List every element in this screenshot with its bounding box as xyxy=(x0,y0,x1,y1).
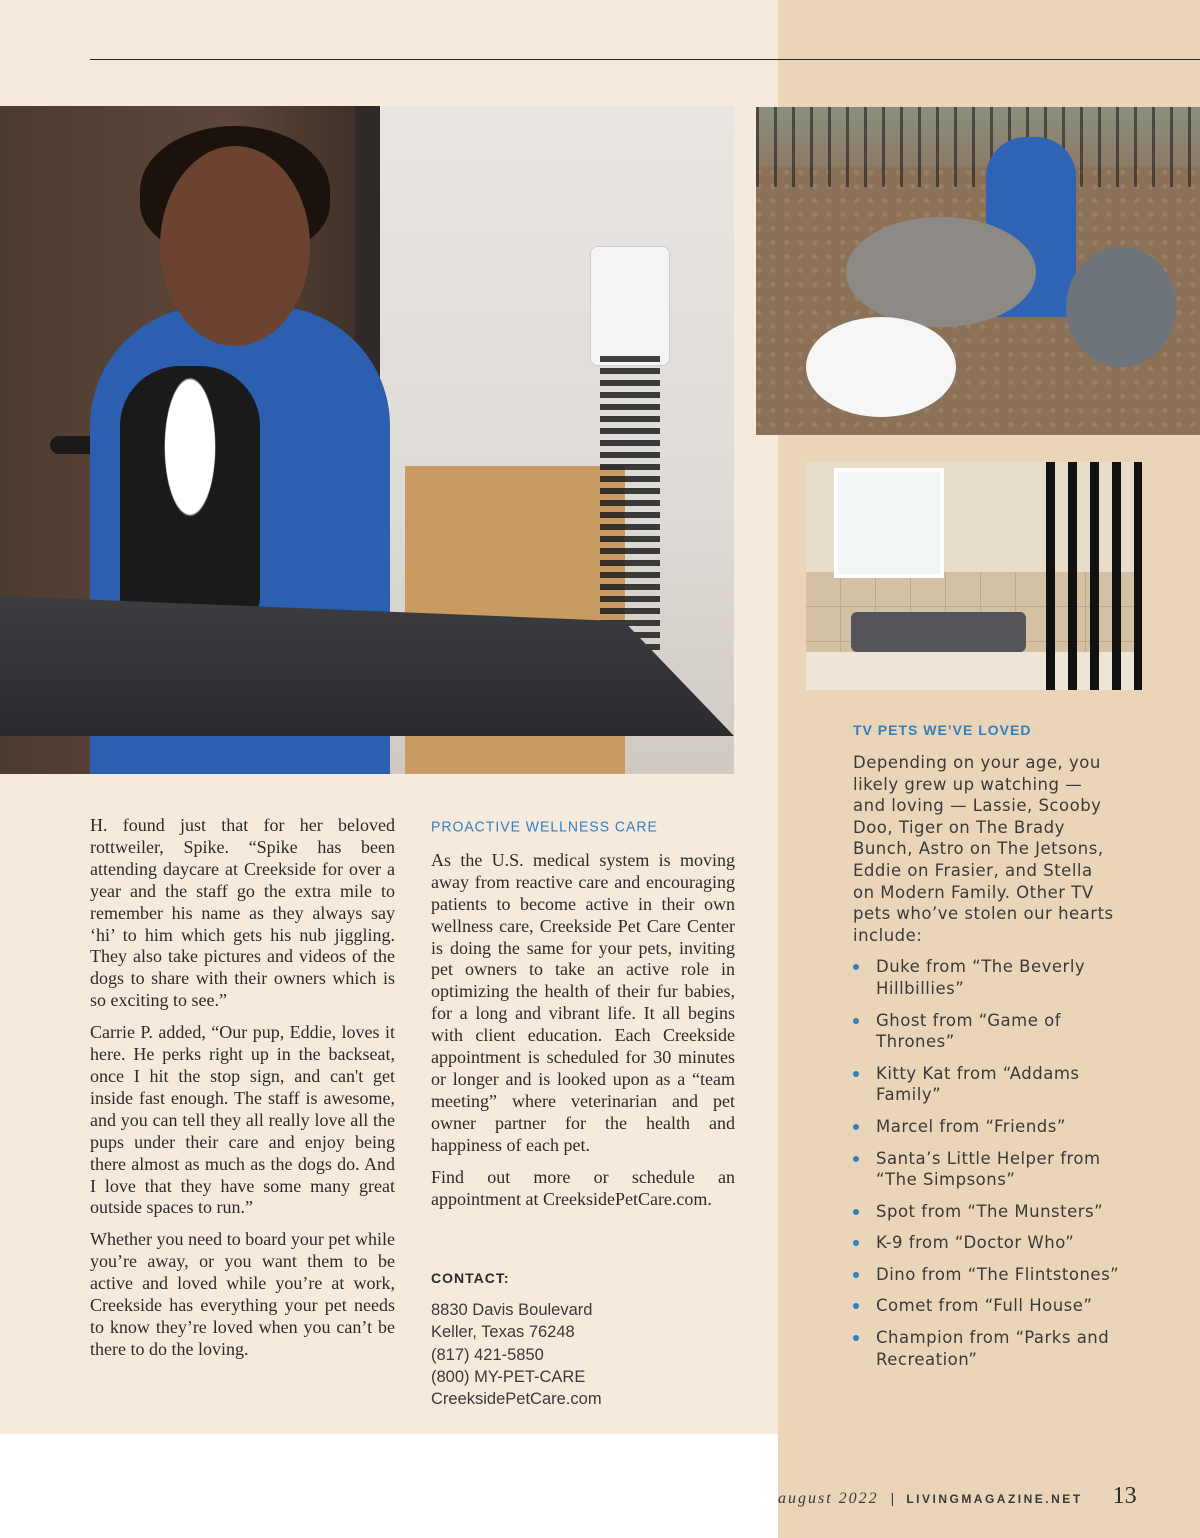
sidebar-intro: Depending on your age, you likely grew up watching — and loving — Lassie, Scooby Doo, Tiger on The Brady Bunch, Astro on The Jetsons, Eddie on Frasier, and Stella on Modern Family. Other TV pets who’ve stolen our hearts include: xyxy=(853,753,1114,945)
bullet-icon xyxy=(853,964,859,970)
list-item: K-9 from “Doctor Who” xyxy=(853,1232,1133,1254)
bullet-icon xyxy=(853,1156,859,1162)
sidebar-heading: TV PETS WE’VE LOVED xyxy=(853,722,1032,738)
contact-block xyxy=(431,1299,602,1410)
footer-separator: | xyxy=(890,1490,895,1506)
body-paragraph: Whether you need to board your pet while you’re away, or you want them to be active and loved while you’re at work, Creekside has everything your pet needs to know they’re loved when you can’t be there to do the loving. xyxy=(90,1229,395,1359)
tv-pets-sidebar xyxy=(853,722,1133,1380)
contact-address-line: 8830 Davis Boulevard xyxy=(431,1301,593,1319)
bullet-icon xyxy=(853,1335,859,1341)
list-item: Duke from “The Beverly Hillbillies” xyxy=(853,956,1133,999)
contact-city-line: Keller, Texas 76248 xyxy=(431,1323,575,1342)
body-paragraph: H. found just that for her beloved rottweiler, Spike. “Spike has been attending daycare at Creekside for over a year and the staff go the extra mile to remember his name as they always say ‘hi’ to him which gets his nub jiggling. They also take pictures and videos of the dogs to share with their owners which is so exciting to see.” xyxy=(90,815,395,1011)
body-paragraph: Carrie P. added, “Our pup, Eddie, loves it here. He perks right up in the backseat, once I hit the stop sign, and can't get inside fast enough. The staff is awesome, and you can tell they all really love all the pups under their care and enjoy being there almost as much as the dogs do. And I love that they have some many great outside spaces to run.” xyxy=(90,1022,395,1218)
vet-tech-with-dog-photo xyxy=(0,106,734,774)
bullet-icon xyxy=(853,1018,859,1024)
contact-phone: (817) 421-5850 xyxy=(431,1345,544,1364)
fence xyxy=(756,107,1200,187)
diagnostic-wall-unit xyxy=(590,246,670,366)
pet-cot xyxy=(851,612,1026,652)
boston-terrier xyxy=(120,366,260,636)
list-item: Dino from “The Flintstones” xyxy=(853,1264,1133,1286)
bullet-icon xyxy=(853,1272,859,1278)
list-item: Ghost from “Game of Thrones” xyxy=(853,1010,1133,1053)
magazine-website-link[interactable]: LIVINGMAGAZINE.NET xyxy=(906,1492,1083,1506)
contact-phone-alt: (800) MY-PET-CARE xyxy=(431,1367,586,1386)
page-footer xyxy=(778,1483,1137,1507)
list-item: Champion from “Parks and Recreation” xyxy=(853,1327,1133,1370)
list-item: Kitty Kat from “Addams Family” xyxy=(853,1063,1133,1106)
contact-website-link[interactable]: CreeksidePetCare.com xyxy=(431,1390,602,1409)
french-bulldog xyxy=(1066,247,1176,367)
bullet-icon xyxy=(853,1303,859,1309)
window xyxy=(834,468,944,578)
gray-dog xyxy=(846,217,1036,327)
top-rule xyxy=(90,59,1200,60)
kennel-suite-photo xyxy=(806,462,1142,690)
issue-date: august 2022 xyxy=(778,1490,879,1507)
bullet-icon xyxy=(853,1124,859,1130)
tv-pets-list xyxy=(853,956,1133,1370)
white-dog xyxy=(806,317,956,417)
section-heading: PROACTIVE WELLNESS CARE xyxy=(431,817,658,835)
list-item: Marcel from “Friends” xyxy=(853,1116,1133,1138)
kennel-bars xyxy=(1046,462,1142,690)
contact-heading: CONTACT: xyxy=(431,1270,510,1286)
list-item: Spot from “The Munsters” xyxy=(853,1201,1133,1223)
list-item: Comet from “Full House” xyxy=(853,1295,1133,1317)
bullet-icon xyxy=(853,1240,859,1246)
body-paragraph: Find out more or schedule an appointment at CreeksidePetCare.com. xyxy=(431,1166,735,1209)
page-number: 13 xyxy=(1112,1483,1137,1509)
body-paragraph: As the U.S. medical system is moving away from reactive care and encouraging patients to become active in their own wellness care, Creekside Pet Care Center is doing the same for your pets, inviting pet owners to take an active role in optimizing the health of their fur babies, for a long and vibrant life. It all begins with client education. Each Creekside appointment is scheduled for 30 minutes or longer and is looked upon as a “team meeting” where veterinarian and pet owner partner for the health and happiness of each pet. xyxy=(431,849,735,1155)
dogs-in-yard-photo xyxy=(756,107,1200,435)
list-item: Santa’s Little Helper from “The Simpsons” xyxy=(853,1148,1133,1191)
bullet-icon xyxy=(853,1071,859,1077)
bullet-icon xyxy=(853,1209,859,1215)
middle-column xyxy=(431,815,735,1220)
left-column xyxy=(90,815,395,1371)
